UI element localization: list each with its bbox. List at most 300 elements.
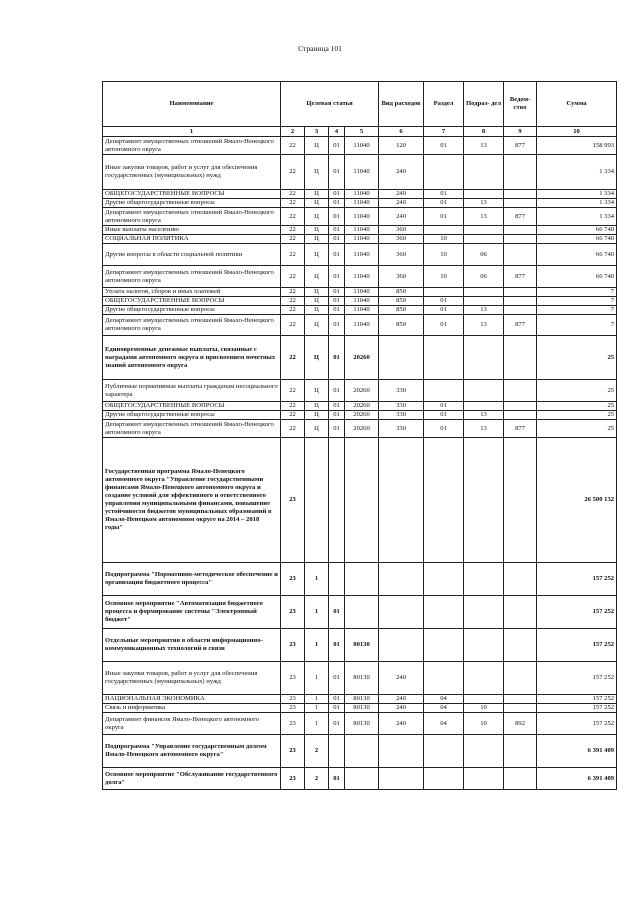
header-expense-type: Вид расходов <box>379 82 424 127</box>
target-article-direction-cell: 20260 <box>345 402 379 411</box>
subsection-cell <box>464 438 504 563</box>
sum-cell: 157 252 <box>537 704 617 713</box>
target-article-direction-cell <box>345 768 379 790</box>
subsection-cell <box>464 596 504 629</box>
department-cell <box>504 411 537 420</box>
table-row <box>103 402 617 411</box>
page-number-label: Страница 101 <box>298 44 342 53</box>
subsection-cell: 13 <box>464 137 504 155</box>
section-cell: 01 <box>424 402 464 411</box>
target-article-subprogram-cell: Ц <box>305 244 329 266</box>
department-cell: 877 <box>504 137 537 155</box>
subsection-cell <box>464 190 504 199</box>
subsection-cell: 13 <box>464 199 504 208</box>
section-cell: 10 <box>424 244 464 266</box>
expense-type-cell: 240 <box>379 199 424 208</box>
target-article-program-cell: 23 <box>281 563 305 596</box>
target-article-program-cell: 22 <box>281 199 305 208</box>
target-article-direction-cell: 80130 <box>345 713 379 735</box>
table-row <box>103 563 617 596</box>
section-cell <box>424 768 464 790</box>
target-article-program-cell: 23 <box>281 713 305 735</box>
department-cell <box>504 288 537 297</box>
target-article-activity-cell: 01 <box>329 380 345 402</box>
section-cell: 01 <box>424 297 464 306</box>
target-article-direction-cell: 11040 <box>345 244 379 266</box>
target-article-activity-cell: 01 <box>329 266 345 288</box>
target-article-subprogram-cell: Ц <box>305 190 329 199</box>
section-cell: 04 <box>424 704 464 713</box>
table-row <box>103 199 617 208</box>
target-article-program-cell: 23 <box>281 704 305 713</box>
section-cell <box>424 629 464 662</box>
table-row <box>103 704 617 713</box>
table-row <box>103 266 617 288</box>
target-article-activity-cell: 01 <box>329 695 345 704</box>
expense-type-cell <box>379 735 424 768</box>
header-department: Ведом- ство <box>504 82 537 127</box>
row-name-cell: Уплата налогов, сборов и иных платежей <box>103 288 281 297</box>
target-article-subprogram-cell: 1 <box>305 596 329 629</box>
row-name-cell: Другие общегосударственные вопросы <box>103 411 281 420</box>
expense-type-cell: 240 <box>379 695 424 704</box>
target-article-program-cell: 22 <box>281 402 305 411</box>
section-cell <box>424 596 464 629</box>
column-number: 8 <box>464 127 504 137</box>
department-cell <box>504 155 537 190</box>
table-row <box>103 288 617 297</box>
target-article-subprogram-cell: 1 <box>305 704 329 713</box>
target-article-subprogram-cell: Ц <box>305 411 329 420</box>
expense-type-cell <box>379 768 424 790</box>
expense-type-cell <box>379 563 424 596</box>
subsection-cell <box>464 662 504 695</box>
header-subsection: Подраз- дел <box>464 82 504 127</box>
target-article-activity-cell: 01 <box>329 402 345 411</box>
row-name-cell: Единовременные денежные выплаты, связанные с наградами автономного округа и присвоением почетных званий автономного округа <box>103 336 281 380</box>
expense-type-cell: 360 <box>379 266 424 288</box>
sum-cell: 1 334 <box>537 190 617 199</box>
row-name-cell: ОБЩЕГОСУДАРСТВЕННЫЕ ВОПРОСЫ <box>103 402 281 411</box>
sum-cell: 157 252 <box>537 713 617 735</box>
target-article-activity-cell: 01 <box>329 190 345 199</box>
sum-cell: 7 <box>537 288 617 297</box>
column-number: 10 <box>537 127 617 137</box>
target-article-subprogram-cell: 1 <box>305 563 329 596</box>
column-number: 6 <box>379 127 424 137</box>
department-cell <box>504 306 537 315</box>
target-article-direction-cell: 20260 <box>345 336 379 380</box>
subsection-cell: 13 <box>464 411 504 420</box>
row-name-cell: Департамент финансов Ямало-Ненецкого автономного округа <box>103 713 281 735</box>
department-cell: 877 <box>504 315 537 336</box>
budget-table <box>102 81 617 790</box>
row-name-cell: Иные выплаты населению <box>103 226 281 235</box>
expense-type-cell <box>379 596 424 629</box>
section-cell: 10 <box>424 266 464 288</box>
row-name-cell: ОБЩЕГОСУДАРСТВЕННЫЕ ВОПРОСЫ <box>103 297 281 306</box>
sum-cell: 158 993 <box>537 137 617 155</box>
subsection-cell <box>464 735 504 768</box>
header-name: Наименование <box>103 82 281 127</box>
department-cell <box>504 695 537 704</box>
section-cell <box>424 288 464 297</box>
table-row <box>103 208 617 226</box>
section-cell: 04 <box>424 713 464 735</box>
target-article-activity-cell: 01 <box>329 629 345 662</box>
row-name-cell: Департамент имущественных отношений Ямало-Ненецкого автономного округа <box>103 137 281 155</box>
department-cell <box>504 596 537 629</box>
subsection-cell <box>464 768 504 790</box>
row-name-cell: Основное мероприятие "Автоматизация бюджетного процесса и формирование системы "Электронный бюджет" <box>103 596 281 629</box>
target-article-activity-cell: 01 <box>329 226 345 235</box>
department-cell <box>504 226 537 235</box>
target-article-subprogram-cell: Ц <box>305 315 329 336</box>
sum-cell: 7 <box>537 315 617 336</box>
target-article-subprogram-cell: Ц <box>305 297 329 306</box>
column-number: 2 <box>281 127 305 137</box>
header-section: Раздел <box>424 82 464 127</box>
department-cell <box>504 199 537 208</box>
sum-cell: 25 <box>537 380 617 402</box>
sum-cell: 157 252 <box>537 695 617 704</box>
expense-type-cell: 330 <box>379 420 424 438</box>
expense-type-cell: 850 <box>379 288 424 297</box>
target-article-program-cell: 22 <box>281 226 305 235</box>
target-article-direction-cell: 11040 <box>345 137 379 155</box>
target-article-program-cell: 22 <box>281 297 305 306</box>
section-cell <box>424 438 464 563</box>
expense-type-cell <box>379 438 424 563</box>
sum-cell: 157 252 <box>537 629 617 662</box>
target-article-activity-cell <box>329 438 345 563</box>
expense-type-cell: 330 <box>379 411 424 420</box>
table-row <box>103 411 617 420</box>
target-article-direction-cell <box>345 735 379 768</box>
row-name-cell: Департамент имущественных отношений Ямало-Ненецкого автономного округа <box>103 208 281 226</box>
target-article-activity-cell: 01 <box>329 306 345 315</box>
row-name-cell: НАЦИОНАЛЬНАЯ ЭКОНОМИКА <box>103 695 281 704</box>
department-cell <box>504 190 537 199</box>
expense-type-cell: 330 <box>379 402 424 411</box>
target-article-activity-cell: 01 <box>329 315 345 336</box>
department-cell <box>504 336 537 380</box>
row-name-cell: Связь и информатика <box>103 704 281 713</box>
subsection-cell: 13 <box>464 306 504 315</box>
expense-type-cell <box>379 336 424 380</box>
column-number: 5 <box>345 127 379 137</box>
row-name-cell: Иные закупки товаров, работ и услуг для обеспечения государственных (муниципальных) нужд <box>103 662 281 695</box>
expense-type-cell: 240 <box>379 713 424 735</box>
section-cell: 01 <box>424 199 464 208</box>
target-article-program-cell: 22 <box>281 288 305 297</box>
target-article-subprogram-cell: Ц <box>305 266 329 288</box>
table-row <box>103 438 617 563</box>
target-article-program-cell: 23 <box>281 662 305 695</box>
target-article-direction-cell: 11040 <box>345 288 379 297</box>
department-cell <box>504 244 537 266</box>
department-cell <box>504 402 537 411</box>
header-row <box>103 82 617 127</box>
subsection-cell <box>464 288 504 297</box>
department-cell <box>504 438 537 563</box>
department-cell: 877 <box>504 208 537 226</box>
target-article-direction-cell: 11040 <box>345 297 379 306</box>
target-article-activity-cell: 01 <box>329 704 345 713</box>
target-article-subprogram-cell: 1 <box>305 629 329 662</box>
row-name-cell: Департамент имущественных отношений Ямало-Ненецкого автономного округа <box>103 315 281 336</box>
department-cell <box>504 629 537 662</box>
target-article-activity-cell: 01 <box>329 662 345 695</box>
target-article-activity-cell: 01 <box>329 297 345 306</box>
subsection-cell: 10 <box>464 704 504 713</box>
target-article-activity-cell: 01 <box>329 208 345 226</box>
row-name-cell: Другие общегосударственные вопросы <box>103 306 281 315</box>
table-row <box>103 306 617 315</box>
column-number-row <box>103 127 617 137</box>
target-article-direction-cell: 11040 <box>345 235 379 244</box>
target-article-direction-cell: 11040 <box>345 315 379 336</box>
section-cell: 01 <box>424 190 464 199</box>
subsection-cell <box>464 380 504 402</box>
row-name-cell: Департамент имущественных отношений Ямало-Ненецкого автономного округа <box>103 266 281 288</box>
target-article-program-cell: 22 <box>281 190 305 199</box>
section-cell: 01 <box>424 137 464 155</box>
target-article-subprogram-cell: 2 <box>305 768 329 790</box>
subsection-cell: 13 <box>464 420 504 438</box>
table-row <box>103 190 617 199</box>
target-article-program-cell: 22 <box>281 336 305 380</box>
target-article-subprogram-cell: 1 <box>305 662 329 695</box>
section-cell <box>424 735 464 768</box>
target-article-direction-cell <box>345 438 379 563</box>
row-name-cell: Отдельные мероприятия в области информационно-коммуникационных технологий и связи <box>103 629 281 662</box>
target-article-program-cell: 22 <box>281 155 305 190</box>
column-number: 3 <box>305 127 329 137</box>
subsection-cell <box>464 629 504 662</box>
sum-cell: 157 252 <box>537 662 617 695</box>
target-article-direction-cell: 80130 <box>345 695 379 704</box>
expense-type-cell: 240 <box>379 662 424 695</box>
target-article-activity-cell: 01 <box>329 137 345 155</box>
expense-type-cell: 240 <box>379 208 424 226</box>
sum-cell: 6 391 409 <box>537 735 617 768</box>
expense-type-cell: 360 <box>379 226 424 235</box>
expense-type-cell: 360 <box>379 235 424 244</box>
expense-type-cell: 330 <box>379 380 424 402</box>
row-name-cell: Государственная программа Ямало-Ненецкого автономного округа "Управление государственными финансами Ямало-Ненецкого автономного округа и создание условий для эффективного и ответственного управления муниципальными финансами, повышение устойчивости бюджетов муниципальных образований в Ямало-Ненецком автономном округе на 2014 – 2018 годы" <box>103 438 281 563</box>
column-number: 9 <box>504 127 537 137</box>
target-article-program-cell: 23 <box>281 695 305 704</box>
department-cell <box>504 563 537 596</box>
target-article-program-cell: 22 <box>281 244 305 266</box>
target-article-activity-cell: 01 <box>329 199 345 208</box>
target-article-direction-cell: 11040 <box>345 155 379 190</box>
target-article-program-cell: 23 <box>281 735 305 768</box>
header-sum: Сумма <box>537 82 617 127</box>
expense-type-cell: 240 <box>379 190 424 199</box>
department-cell <box>504 704 537 713</box>
table-row <box>103 713 617 735</box>
sum-cell: 66 740 <box>537 266 617 288</box>
sum-cell: 1 334 <box>537 199 617 208</box>
row-name-cell: СОЦИАЛЬНАЯ ПОЛИТИКА <box>103 235 281 244</box>
department-cell: 892 <box>504 713 537 735</box>
section-cell <box>424 662 464 695</box>
sum-cell: 1 334 <box>537 208 617 226</box>
section-cell <box>424 336 464 380</box>
target-article-direction-cell: 11040 <box>345 190 379 199</box>
target-article-program-cell: 23 <box>281 438 305 563</box>
subsection-cell <box>464 563 504 596</box>
row-name-cell: ОБЩЕГОСУДАРСТВЕННЫЕ ВОПРОСЫ <box>103 190 281 199</box>
subsection-cell <box>464 402 504 411</box>
sum-cell: 66 740 <box>537 244 617 266</box>
expense-type-cell: 240 <box>379 704 424 713</box>
target-article-activity-cell <box>329 563 345 596</box>
subsection-cell: 06 <box>464 244 504 266</box>
sum-cell: 25 <box>537 411 617 420</box>
subsection-cell <box>464 695 504 704</box>
sum-cell: 7 <box>537 297 617 306</box>
target-article-subprogram-cell: Ц <box>305 155 329 190</box>
row-name-cell: Подпрограмма "Нормативно-методическое обеспечение и организация бюджетного процесса" <box>103 563 281 596</box>
table-row <box>103 629 617 662</box>
section-cell: 01 <box>424 420 464 438</box>
section-cell <box>424 155 464 190</box>
target-article-direction-cell <box>345 596 379 629</box>
sum-cell: 25 <box>537 402 617 411</box>
target-article-activity-cell: 01 <box>329 336 345 380</box>
target-article-subprogram-cell: Ц <box>305 137 329 155</box>
department-cell: 877 <box>504 420 537 438</box>
sum-cell: 157 252 <box>537 596 617 629</box>
subsection-cell <box>464 297 504 306</box>
target-article-direction-cell: 20260 <box>345 411 379 420</box>
target-article-subprogram-cell: Ц <box>305 336 329 380</box>
target-article-program-cell: 23 <box>281 768 305 790</box>
target-article-subprogram-cell: Ц <box>305 288 329 297</box>
table-row <box>103 380 617 402</box>
table-row <box>103 155 617 190</box>
target-article-subprogram-cell: Ц <box>305 402 329 411</box>
target-article-program-cell: 22 <box>281 235 305 244</box>
department-cell <box>504 297 537 306</box>
section-cell: 01 <box>424 315 464 336</box>
target-article-subprogram-cell: Ц <box>305 306 329 315</box>
department-cell <box>504 380 537 402</box>
subsection-cell <box>464 235 504 244</box>
target-article-activity-cell <box>329 735 345 768</box>
section-cell: 10 <box>424 235 464 244</box>
table-row <box>103 137 617 155</box>
target-article-direction-cell: 11040 <box>345 199 379 208</box>
target-article-activity-cell: 01 <box>329 596 345 629</box>
target-article-direction-cell: 11040 <box>345 266 379 288</box>
target-article-activity-cell: 01 <box>329 235 345 244</box>
expense-type-cell: 850 <box>379 315 424 336</box>
department-cell <box>504 662 537 695</box>
sum-cell: 26 500 132 <box>537 438 617 563</box>
sum-cell: 7 <box>537 306 617 315</box>
row-name-cell: Департамент имущественных отношений Ямало-Ненецкого автономного округа <box>103 420 281 438</box>
sum-cell: 66 740 <box>537 226 617 235</box>
expense-type-cell: 360 <box>379 244 424 266</box>
row-name-cell: Иные закупки товаров, работ и услуг для обеспечения государственных (муниципальных) нужд <box>103 155 281 190</box>
target-article-activity-cell: 01 <box>329 288 345 297</box>
table-row <box>103 420 617 438</box>
department-cell <box>504 768 537 790</box>
expense-type-cell: 850 <box>379 297 424 306</box>
subsection-cell <box>464 336 504 380</box>
target-article-subprogram-cell: Ц <box>305 226 329 235</box>
target-article-program-cell: 22 <box>281 380 305 402</box>
sum-cell: 66 740 <box>537 235 617 244</box>
table-body <box>103 137 617 790</box>
subsection-cell: 13 <box>464 208 504 226</box>
row-name-cell: Другие вопросы в области социальной политики <box>103 244 281 266</box>
target-article-program-cell: 22 <box>281 315 305 336</box>
table-row <box>103 596 617 629</box>
target-article-subprogram-cell: Ц <box>305 380 329 402</box>
sum-cell: 25 <box>537 336 617 380</box>
column-number: 1 <box>103 127 281 137</box>
target-article-subprogram-cell: 1 <box>305 713 329 735</box>
department-cell: 877 <box>504 266 537 288</box>
target-article-subprogram-cell: Ц <box>305 208 329 226</box>
target-article-subprogram-cell: 2 <box>305 735 329 768</box>
expense-type-cell <box>379 629 424 662</box>
subsection-cell <box>464 226 504 235</box>
sum-cell: 157 252 <box>537 563 617 596</box>
department-cell <box>504 235 537 244</box>
column-number: 4 <box>329 127 345 137</box>
target-article-direction-cell: 11040 <box>345 208 379 226</box>
target-article-activity-cell: 01 <box>329 420 345 438</box>
subsection-cell: 10 <box>464 713 504 735</box>
sum-cell: 25 <box>537 420 617 438</box>
row-name-cell: Основное мероприятие "Обслуживание государственного долга" <box>103 768 281 790</box>
column-number: 7 <box>424 127 464 137</box>
target-article-subprogram-cell: Ц <box>305 235 329 244</box>
target-article-subprogram-cell: Ц <box>305 199 329 208</box>
row-name-cell: Другие общегосударственные вопросы <box>103 199 281 208</box>
table-row <box>103 662 617 695</box>
table-row <box>103 297 617 306</box>
section-cell: 04 <box>424 695 464 704</box>
target-article-subprogram-cell <box>305 438 329 563</box>
target-article-program-cell: 22 <box>281 208 305 226</box>
target-article-activity-cell: 01 <box>329 155 345 190</box>
expense-type-cell: 120 <box>379 137 424 155</box>
target-article-activity-cell: 01 <box>329 244 345 266</box>
section-cell: 01 <box>424 208 464 226</box>
target-article-program-cell: 23 <box>281 596 305 629</box>
table-row <box>103 315 617 336</box>
target-article-subprogram-cell: Ц <box>305 420 329 438</box>
target-article-direction-cell: 80130 <box>345 662 379 695</box>
target-article-subprogram-cell: 1 <box>305 695 329 704</box>
table-row <box>103 768 617 790</box>
target-article-direction-cell: 80130 <box>345 629 379 662</box>
target-article-program-cell: 22 <box>281 420 305 438</box>
target-article-direction-cell: 20260 <box>345 420 379 438</box>
header-target-article: Целевая статья <box>281 82 379 127</box>
section-cell <box>424 563 464 596</box>
table-row <box>103 235 617 244</box>
target-article-direction-cell: 11040 <box>345 306 379 315</box>
subsection-cell: 13 <box>464 315 504 336</box>
